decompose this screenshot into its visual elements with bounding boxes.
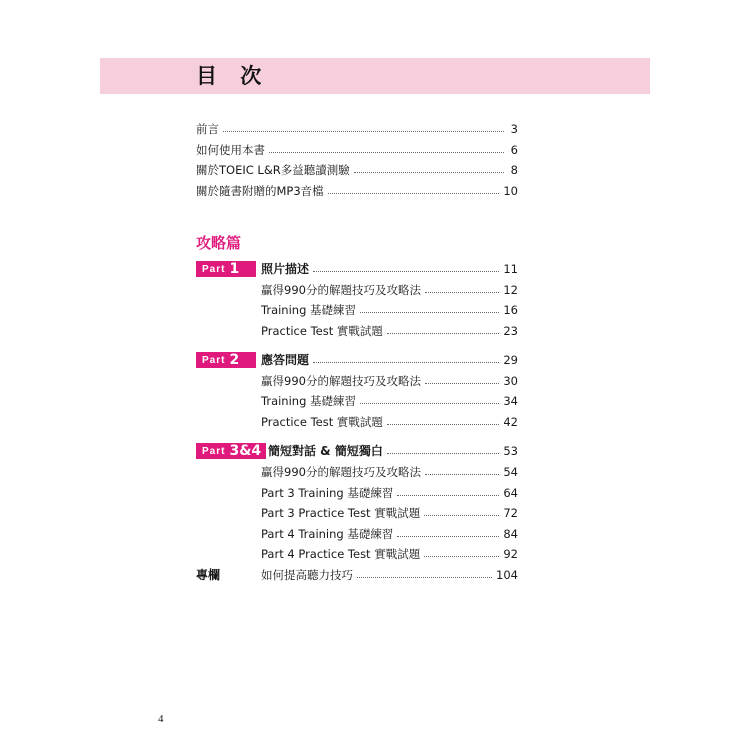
toc-entry-label: Practice Test 實戰試題	[261, 324, 383, 338]
toc-entry-column[interactable]	[261, 565, 518, 585]
toc-entry[interactable]	[261, 483, 518, 503]
toc-page-number: 30	[503, 374, 518, 388]
toc-entry-label: Part 4 Practice Test 實戰試題	[261, 547, 421, 561]
toc-page-number: 92	[503, 547, 518, 561]
dot-leader	[397, 536, 499, 537]
toc-entry[interactable]	[261, 412, 518, 432]
part-badge-number: 3&4	[229, 443, 262, 459]
toc-entry-label: Part 3 Training 基礎練習	[261, 486, 394, 500]
part-badge	[196, 261, 256, 277]
dot-leader	[223, 131, 504, 132]
toc-entry-label: 如何使用本書	[196, 143, 265, 157]
toc-entry[interactable]	[261, 371, 518, 391]
toc-page-number: 6	[510, 143, 518, 157]
dot-leader	[387, 424, 499, 425]
toc-page-number: 3	[510, 122, 518, 136]
dot-leader	[357, 577, 492, 578]
toc-page-number: 42	[503, 415, 518, 429]
toc-page-number: 72	[503, 506, 518, 520]
toc-entry[interactable]	[261, 321, 518, 341]
toc-entry-label: Part 3 Practice Test 實戰試題	[261, 506, 421, 520]
toc-page-number: 84	[503, 527, 518, 541]
dot-leader	[328, 193, 500, 194]
toc-entry-label: 關於TOEIC L&R多益聽讀測驗	[196, 163, 350, 177]
part-badge-number: 1	[229, 261, 240, 277]
toc-entry-about-mp3[interactable]	[196, 181, 518, 201]
header-band	[100, 58, 650, 94]
toc-part-title: 應答問題	[261, 353, 310, 367]
toc-entry[interactable]	[261, 462, 518, 482]
toc-entry[interactable]	[261, 524, 518, 544]
toc-part-heading[interactable]	[261, 259, 518, 279]
part-badge-number: 2	[229, 352, 240, 368]
dot-leader	[360, 403, 499, 404]
toc-page-number: 12	[503, 283, 518, 297]
toc-entry[interactable]	[261, 300, 518, 320]
dot-leader	[354, 172, 504, 173]
part-badge	[196, 443, 266, 459]
toc-page-number: 104	[496, 568, 518, 582]
toc-part-heading[interactable]	[268, 441, 518, 461]
toc-page-number: 53	[503, 444, 518, 458]
part-badge-word: Part	[202, 445, 226, 457]
toc-page-number: 11	[503, 262, 518, 276]
toc-page-number: 23	[503, 324, 518, 338]
toc-page-number: 8	[510, 163, 518, 177]
page-number: 4	[158, 713, 164, 725]
part-badge	[196, 352, 256, 368]
toc-entry-label: 贏得990分的解題技巧及攻略法	[261, 465, 421, 479]
dot-leader	[387, 453, 500, 454]
toc-entry-label: 贏得990分的解題技巧及攻略法	[261, 374, 421, 388]
dot-leader	[360, 312, 499, 313]
toc-entry-about-toeic[interactable]	[196, 160, 518, 180]
toc-entry[interactable]	[261, 280, 518, 300]
toc-entry-label: 前言	[196, 122, 219, 136]
toc-page-number: 64	[503, 486, 518, 500]
toc-part-title: 簡短對話 & 簡短獨白	[268, 444, 383, 458]
column-label: 專欄	[196, 568, 221, 582]
toc-entry-label: Practice Test 實戰試題	[261, 415, 383, 429]
dot-leader	[425, 383, 499, 384]
dot-leader	[313, 362, 499, 363]
toc-part-title: 照片描述	[261, 262, 310, 276]
dot-leader	[269, 152, 504, 153]
dot-leader	[313, 271, 499, 272]
toc-page-number: 29	[503, 353, 518, 367]
toc-entry-preface[interactable]	[196, 119, 518, 139]
toc-entry-how-to-use[interactable]	[196, 140, 518, 160]
toc-page-number: 10	[503, 184, 518, 198]
toc-entry-label: 如何提高聽力技巧	[261, 568, 353, 582]
toc-page-number: 54	[503, 465, 518, 479]
toc-entry[interactable]	[261, 391, 518, 411]
dot-leader	[424, 556, 499, 557]
dot-leader	[425, 474, 499, 475]
toc-part-heading[interactable]	[261, 350, 518, 370]
dot-leader	[397, 495, 499, 496]
toc-entry[interactable]	[261, 503, 518, 523]
toc-entry[interactable]	[261, 544, 518, 564]
toc-entry-label: 贏得990分的解題技巧及攻略法	[261, 283, 421, 297]
dot-leader	[425, 292, 499, 293]
toc-entry-label: Training 基礎練習	[261, 394, 357, 408]
dot-leader	[424, 515, 499, 516]
page-title: 目 次	[196, 64, 270, 88]
dot-leader	[387, 333, 499, 334]
part-badge-word: Part	[202, 263, 226, 275]
toc-entry-label: 關於隨書附贈的MP3音檔	[196, 184, 324, 198]
toc-entry-label: Part 4 Training 基礎練習	[261, 527, 394, 541]
section-title: 攻略篇	[196, 234, 242, 252]
toc-entry-label: Training 基礎練習	[261, 303, 357, 317]
toc-page-number: 34	[503, 394, 518, 408]
toc-page-number: 16	[503, 303, 518, 317]
part-badge-word: Part	[202, 354, 226, 366]
